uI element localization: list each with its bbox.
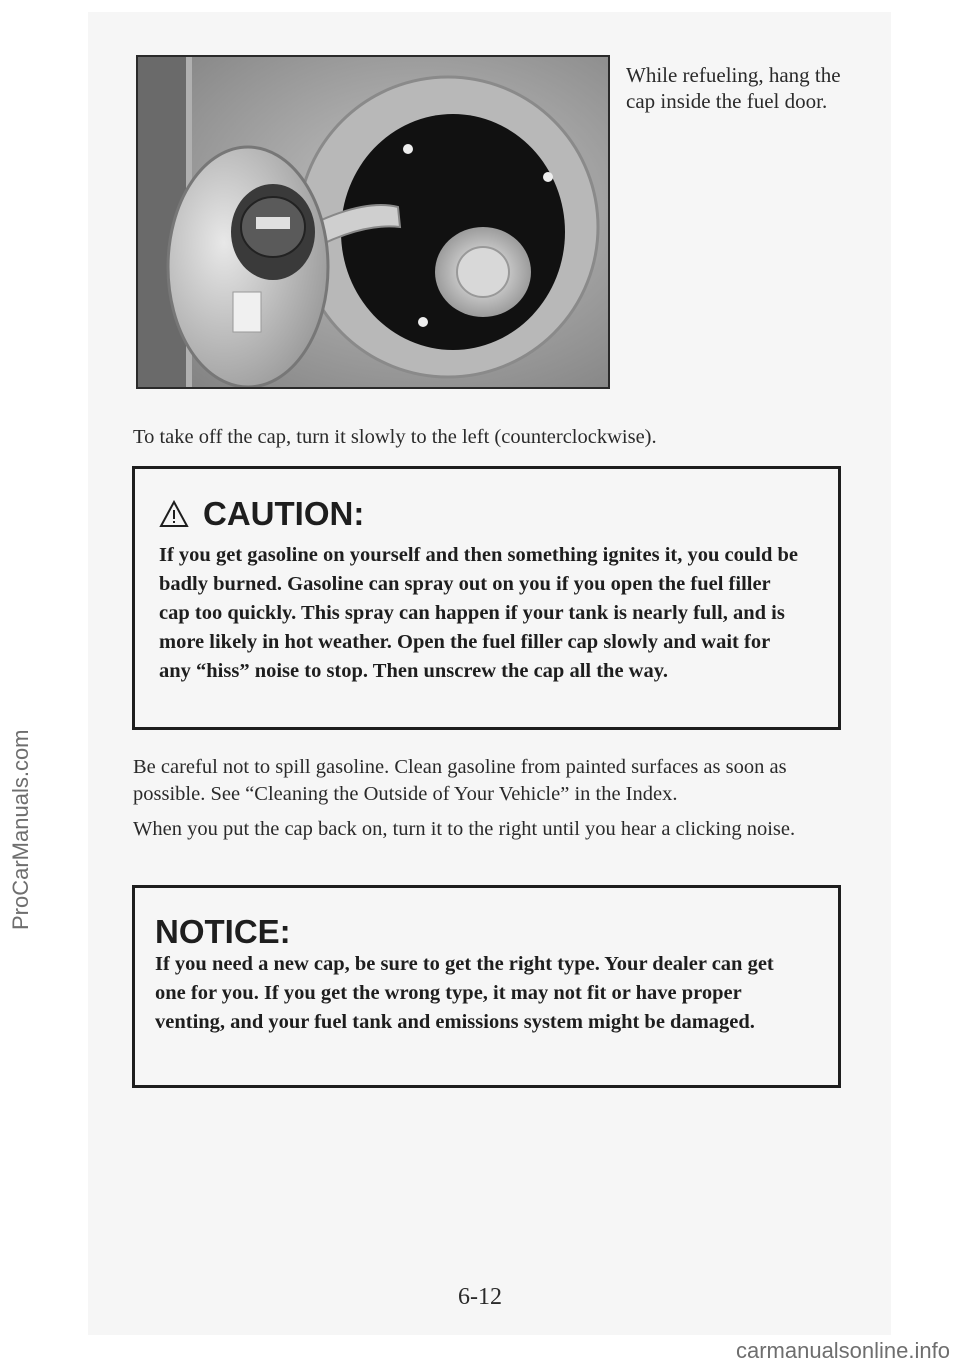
notice-heading <box>155 913 291 951</box>
caution-heading <box>159 495 364 533</box>
watermark-side: ProCarManuals.com <box>8 729 33 930</box>
caution-title: CAUTION: <box>203 495 365 532</box>
watermark-bottom: carmanualsonline.info <box>735 1338 950 1363</box>
page-number: 6-12 <box>458 1284 502 1310</box>
intro-paragraph: To take off the cap, turn it slowly to the left (counterclockwise). <box>133 426 657 448</box>
photo-caption: While refueling, hang the cap inside the fuel door. <box>626 63 841 113</box>
notice-box <box>132 885 841 1088</box>
caution-text: If you get gasoline on yourself and then something ignites it, you could be badly burned. Gasoline can spray out on you if you open the fuel filler cap too quickly. This spray can happen if your tank is nearly full, and is more likely in hot weather. Open the fuel filler cap slowly and wait for any “hiss” noise to stop. Then unscrew the cap all the way. <box>159 544 798 682</box>
fuel-door-photo <box>136 55 610 389</box>
notice-title: NOTICE: <box>155 913 291 950</box>
warning-triangle-icon <box>159 500 189 528</box>
caution-box <box>132 466 841 730</box>
paragraph-cap-back: When you put the cap back on, turn it to the right until you hear a clicking noise. <box>133 818 796 840</box>
paragraph-spill: Be careful not to spill gasoline. Clean gasoline from painted surfaces as soon as possible. See “Cleaning the Outside of Your Vehicle” in the Index. <box>133 756 787 805</box>
notice-text: If you need a new cap, be sure to get the right type. Your dealer can get one for you. If you get the wrong type, it may not fit or have proper venting, and your fuel tank and emissions system might be damaged. <box>155 953 774 1033</box>
